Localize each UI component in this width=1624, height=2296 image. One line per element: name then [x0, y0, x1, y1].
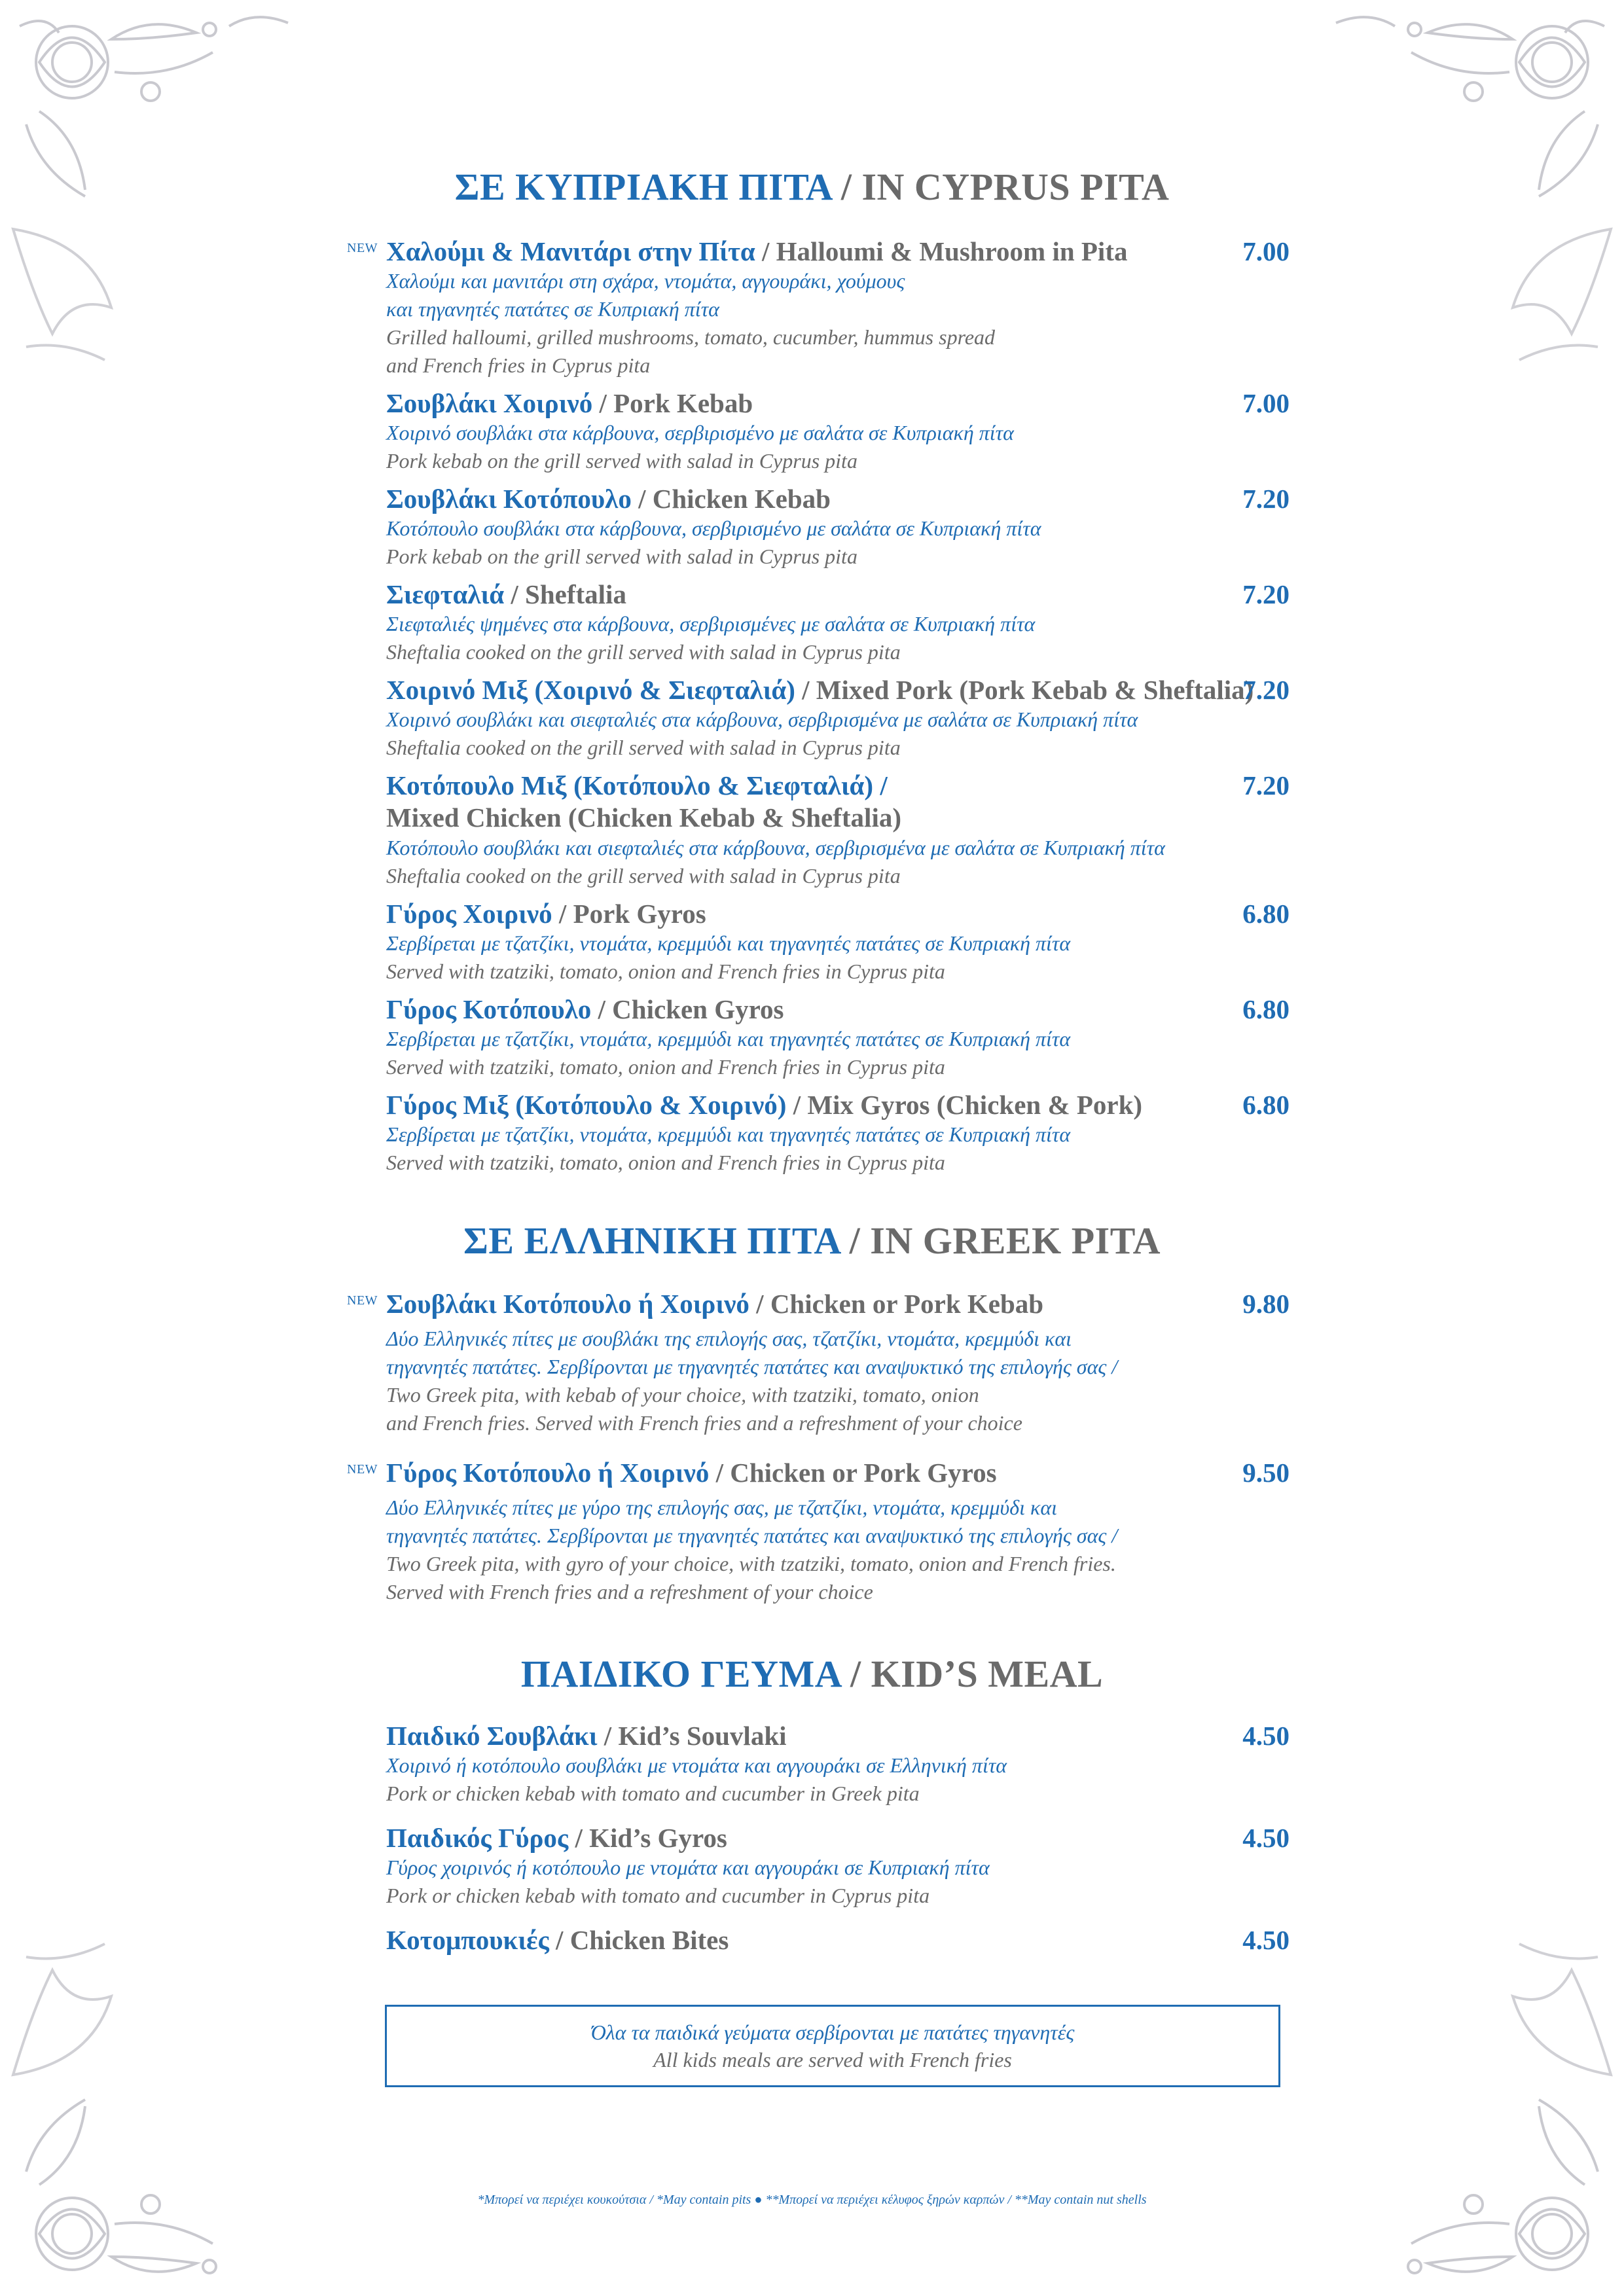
floral-ornament-icon — [0, 2080, 314, 2296]
section-title-kids-meal — [0, 1652, 1624, 1696]
item-name-greek: Κοτομπουκιές — [386, 1925, 549, 1955]
allergen-footer — [0, 2193, 1624, 2208]
item-name-english: Kid’s Souvlaki — [618, 1721, 787, 1751]
item-separator: / — [597, 1721, 619, 1751]
item-price: 4.50 — [1242, 1823, 1290, 1853]
side-ornament-right — [1473, 216, 1624, 373]
footer-pits-note: *Μπορεί να περιέχει κουκούτσια / *May contain pits — [477, 2193, 751, 2207]
item-price: 7.20 — [1242, 675, 1290, 705]
section-title-greek: ΣΕ ΚΥΠΡΙΑΚΗ ΠΙΤΑ — [454, 166, 831, 208]
item-name-english: Chicken Gyros — [612, 994, 784, 1024]
menu-item-mixed-chicken — [386, 770, 1290, 890]
item-separator: / — [552, 899, 573, 929]
item-separator: / — [709, 1458, 731, 1488]
item-name-greek: Παιδικό Σουβλάκι — [386, 1721, 598, 1751]
paisley-ornament-icon — [1473, 1931, 1624, 2088]
side-ornament-left — [0, 216, 151, 373]
item-name-english: Chicken Bites — [569, 1925, 729, 1955]
item-desc-greek: Χαλούμι και μανιτάρι στη σχάρα, ντομάτα, αγγουράκι, χούμους — [386, 269, 905, 293]
item-name-english: Chicken or Pork Kebab — [770, 1289, 1044, 1319]
item-desc-english: Sheftalia cooked on the grill served with salad in Cyprus pita — [386, 864, 901, 888]
item-desc-english: Pork or chicken kebab with tomato and cucumber in Cyprus pita — [386, 1884, 930, 1907]
section-title-separator: / — [831, 166, 862, 208]
menu-item-mix-gyros — [386, 1089, 1290, 1177]
item-name-greek: Κοτόπουλο Μιξ (Κοτόπουλο & Σιεφταλιά) / — [386, 770, 888, 800]
side-ornament-right-bottom — [1473, 1931, 1624, 2088]
item-desc-english: Two Greek pita, with kebab of your choice, with tzatziki, tomato, onion — [386, 1383, 979, 1407]
item-name-english: Sheftalia — [525, 579, 626, 609]
side-ornament-left-bottom — [0, 1931, 151, 2088]
menu-item-sheftalia — [386, 579, 1290, 666]
item-desc-greek: Γύρος χοιρινός ή κοτόπουλο με ντομάτα και αγγουράκι σε Κυπριακή πίτα — [386, 1856, 990, 1879]
new-badge: NEW — [347, 1462, 378, 1477]
item-separator: / — [592, 388, 614, 418]
paisley-ornament-icon — [0, 216, 151, 373]
item-price: 6.80 — [1242, 994, 1290, 1024]
item-desc-english: Pork kebab on the grill served with salad in Cyprus pita — [386, 449, 857, 473]
item-name-greek: Σουβλάκι Κοτόπουλο — [386, 484, 632, 514]
menu-item-pork-kebab — [386, 387, 1290, 475]
item-separator: / — [549, 1925, 570, 1955]
item-separator: / — [795, 675, 816, 705]
section-title-english: KID’S MEAL — [871, 1653, 1104, 1695]
item-price: 6.80 — [1242, 899, 1290, 929]
item-desc-greek: Κοτόπουλο σουβλάκι και σιεφταλιές στα κάρβουνα, σερβιρισμένα με σαλάτα σε Κυπριακή πίτα — [386, 836, 1165, 859]
item-desc-greek: Σερβίρεται με τζατζίκι, ντομάτα, κρεμμύδι και τηγανητές πατάτες σε Κυπριακή πίτα — [386, 1027, 1071, 1050]
item-desc-greek: τηγανητές πατάτες. Σερβίρονται με τηγανητές πατάτες και αναψυκτικό της επιλογής σας / — [386, 1355, 1118, 1378]
item-desc-greek: Χοιρινό σουβλάκι στα κάρβουνα, σερβιρισμένο με σαλάτα σε Κυπριακή πίτα — [386, 421, 1014, 444]
item-desc-english: Sheftalia cooked on the grill served with salad in Cyprus pita — [386, 736, 901, 759]
item-name-greek: Χαλούμι & Μανιτάρι στην Πίτα — [386, 236, 755, 266]
item-price: 7.00 — [1242, 236, 1290, 266]
item-name-english: Pork Kebab — [613, 388, 753, 418]
paisley-ornament-icon — [0, 1931, 151, 2088]
item-name-english: Chicken or Pork Gyros — [730, 1458, 997, 1488]
item-name-greek: Γύρος Κοτόπουλο ή Χοιρινό — [386, 1458, 710, 1488]
item-name-english: Pork Gyros — [573, 899, 706, 929]
item-price: 4.50 — [1242, 1721, 1290, 1751]
section-title-cyprus-pita — [0, 165, 1624, 209]
paisley-ornament-icon — [1473, 216, 1624, 373]
item-price: 7.00 — [1242, 388, 1290, 418]
item-name-english: Chicken Kebab — [652, 484, 831, 514]
item-desc-greek: Σιεφταλιές ψημένες στα κάρβουνα, σερβιρισμένες με σαλάτα σε Κυπριακή πίτα — [386, 612, 1036, 636]
section-title-greek: ΣΕ ΕΛΛΗΝΙΚΗ ΠΙΤΑ — [463, 1219, 840, 1262]
menu-item-chicken-gyros — [386, 994, 1290, 1081]
item-desc-english: Pork kebab on the grill served with salad in Cyprus pita — [386, 545, 857, 568]
item-desc-english: Served with tzatziki, tomato, onion and French fries in Cyprus pita — [386, 1055, 945, 1079]
item-desc-greek: και τηγανητές πατάτες σε Κυπριακή πίτα — [386, 297, 719, 321]
item-price: 7.20 — [1242, 484, 1290, 514]
item-desc-english: Two Greek pita, with gyro of your choice, with tzatziki, tomato, onion and French fries. — [386, 1552, 1116, 1575]
item-price: 4.50 — [1242, 1925, 1290, 1955]
item-desc-greek: τηγανητές πατάτες. Σερβίρονται με τηγανητές πατάτες και αναψυκτικό της επιλογής σας / — [386, 1524, 1118, 1547]
item-desc-english: and French fries. Served with French fries and a refreshment of your choice — [386, 1411, 1022, 1435]
new-badge: NEW — [347, 241, 378, 255]
notice-greek: Όλα τα παιδικά γεύματα σερβίρονται με πατάτες τηγανητές — [590, 2020, 1075, 2044]
corner-ornament-bottom-right — [1310, 2080, 1624, 2296]
item-price: 9.80 — [1242, 1289, 1290, 1319]
item-desc-greek: Σερβίρεται με τζατζίκι, ντομάτα, κρεμμύδι και τηγανητές πατάτες σε Κυπριακή πίτα — [386, 931, 1071, 955]
item-name-greek: Γύρος Μιξ (Κοτόπουλο & Χοιρινό) — [386, 1090, 787, 1120]
item-desc-english: Served with French fries and a refreshment of your choice — [386, 1580, 873, 1604]
item-name-greek: Γύρος Χοιρινό — [386, 899, 552, 929]
item-name-greek: Σουβλάκι Κοτόπουλο ή Χοιρινό — [386, 1289, 749, 1319]
section-title-greek: ΠΑΙΔΙΚΟ ΓΕΥΜΑ — [520, 1653, 840, 1695]
item-price: 7.20 — [1242, 579, 1290, 609]
corner-ornament-bottom-left — [0, 2080, 314, 2296]
item-desc-greek: Σερβίρεται με τζατζίκι, ντομάτα, κρεμμύδι και τηγανητές πατάτες σε Κυπριακή πίτα — [386, 1122, 1071, 1146]
item-separator: / — [504, 579, 526, 609]
menu-item-greek-pita-kebab — [347, 1288, 1290, 1437]
item-desc-english: Grilled halloumi, grilled mushrooms, tomato, cucumber, hummus spread — [386, 325, 996, 349]
section-title-greek-pita — [0, 1219, 1624, 1263]
section-title-english: IN CYPRUS PITA — [861, 166, 1170, 208]
item-desc-english: Served with tzatziki, tomato, onion and French fries in Cyprus pita — [386, 1151, 945, 1174]
item-name-greek: Σουβλάκι Χοιρινό — [386, 388, 593, 418]
item-separator: / — [755, 236, 776, 266]
item-desc-english: and French fries in Cyprus pita — [386, 353, 651, 377]
item-desc-greek: Χοιρινό σουβλάκι και σιεφταλιές στα κάρβουνα, σερβιρισμένα με σαλάτα σε Κυπριακή πίτα — [386, 708, 1138, 731]
item-price: 7.20 — [1242, 770, 1290, 800]
item-separator: / — [749, 1289, 770, 1319]
item-separator: / — [786, 1090, 808, 1120]
item-name-english: Kid’s Gyros — [589, 1823, 727, 1853]
item-desc-greek: Δύο Ελληνικές πίτες με σουβλάκι της επιλογής σας, τζατζίκι, ντομάτα, κρεμμύδι και — [386, 1327, 1072, 1350]
item-name-greek: Παιδικός Γύρος — [386, 1823, 569, 1853]
item-name-greek: Χοιρινό Μιξ (Χοιρινό & Σιεφταλιά) — [386, 675, 795, 705]
footer-nut-note: **Μπορεί να περιέχει κέλυφος ξηρών καρπών / **May contain nut shells — [765, 2193, 1147, 2207]
item-price: 9.50 — [1242, 1458, 1290, 1488]
menu-item-greek-pita-gyros — [347, 1457, 1290, 1606]
menu-item-mixed-pork — [386, 674, 1290, 762]
item-name-greek: Σιεφταλιά — [386, 579, 505, 609]
item-desc-english: Served with tzatziki, tomato, onion and French fries in Cyprus pita — [386, 960, 945, 983]
item-desc-greek: Δύο Ελληνικές πίτες με γύρο της επιλογής σας, με τζατζίκι, ντομάτα, κρεμμύδι και — [386, 1496, 1058, 1519]
floral-ornament-icon — [1310, 2080, 1624, 2296]
section-title-separator: / — [840, 1653, 871, 1695]
new-badge: NEW — [347, 1293, 378, 1308]
menu-item-kids-souvlaki — [386, 1720, 1290, 1808]
notice-english: All kids meals are served with French fries — [653, 2048, 1012, 2072]
section-title-separator: / — [839, 1219, 871, 1262]
menu-item-kids-gyros — [386, 1822, 1290, 1910]
item-name-greek: Γύρος Κοτόπουλο — [386, 994, 592, 1024]
item-desc-greek: Χοιρινό ή κοτόπουλο σουβλάκι με ντομάτα και αγγουράκι σε Ελληνική πίτα — [386, 1753, 1007, 1777]
item-separator: / — [591, 994, 613, 1024]
item-desc-english: Sheftalia cooked on the grill served with salad in Cyprus pita — [386, 640, 901, 664]
footer-bullet: ● — [751, 2193, 766, 2207]
item-price: 6.80 — [1242, 1090, 1290, 1120]
menu-item-chicken-bites — [386, 1924, 1290, 1956]
menu-item-pork-gyros — [386, 898, 1290, 986]
item-separator: / — [631, 484, 653, 514]
item-name-english: Mix Gyros (Chicken & Pork) — [807, 1090, 1143, 1120]
item-name-english: Mixed Pork (Pork Kebab & Sheftalia) — [816, 675, 1254, 705]
item-desc-greek: Κοτόπουλο σουβλάκι στα κάρβουνα, σερβιρισμένο με σαλάτα σε Κυπριακή πίτα — [386, 516, 1041, 540]
kids-meal-notice-box — [385, 2005, 1280, 2087]
menu-item-halloumi-mushroom — [347, 236, 1290, 380]
item-name-english: Mixed Chicken (Chicken Kebab & Sheftalia) — [386, 802, 901, 833]
item-name-english: Halloumi & Mushroom in Pita — [776, 236, 1128, 266]
item-separator: / — [568, 1823, 590, 1853]
item-desc-english: Pork or chicken kebab with tomato and cucumber in Greek pita — [386, 1782, 920, 1805]
section-title-english: IN GREEK PITA — [870, 1219, 1161, 1262]
menu-item-chicken-kebab — [386, 483, 1290, 571]
